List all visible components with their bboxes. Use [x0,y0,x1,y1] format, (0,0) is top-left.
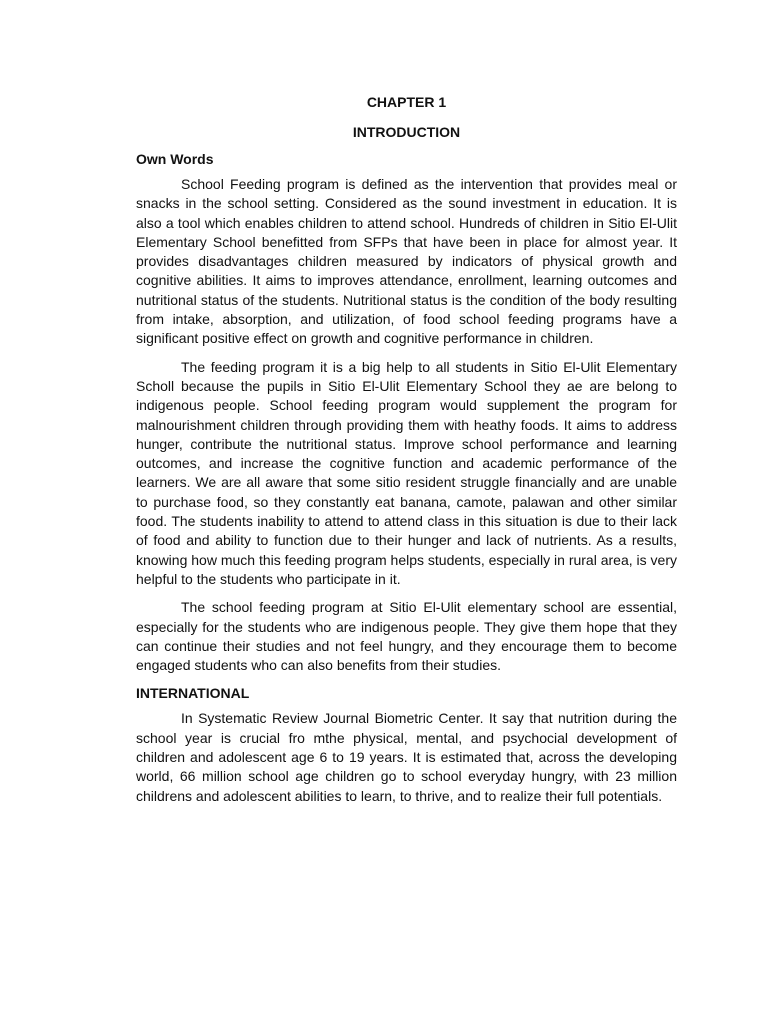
section-international [136,684,677,805]
document-page [136,92,677,815]
paragraph: The school feeding program at Sitio El-Ulit elementary school are essential, especially for the students who are indigenous people. They give them hope that they can continue their studies and not feel hungry, and they encourage them to become engaged students who can also benefits from their studies. [136,599,677,674]
section-heading: Own Words [136,151,214,167]
section-heading: INTERNATIONAL [136,685,250,702]
paragraph: The feeding program it is a big help to all students in Sitio El-Ulit Elementary Scholl because the pupils in Sitio El-Ulit Elementary School they ae are belong to indigenous people. School feeding program would supplement the program for malnourishment children through providing them with heathy foods. It aims to address hunger, contribute the nutritional status. Improve school performance and learning outcomes, and increase the cognitive function and academic performance of the learners. We are all aware that some sitio resident struggle financially and are unable to purchase food, so they constantly eat banana, camote, palawan and other similar food. The students inability to attend to attend class in this situation is due to their lack of food and ability to function due to their hunger and lack of nutrients. As a results, knowing how much this feeding program helps students, especially in rural area, is very helpful to the students who participate in it. [136,358,677,587]
chapter-title: INTRODUCTION [352,124,461,140]
paragraph: In Systematic Review Journal Biometric Center. It say that nutrition during the school year is crucial fro mthe physical, mental, and psychocial development of children and adolescent age 6 to 19 years. It is estimated that, across the developing world, 66 million school age children go to school everyday hungry, with 23 million childrens and adolescent abilities to learn, to thrive, and to realize their full potentials. [136,710,677,804]
paragraph: School Feeding program is defined as the intervention that provides meal or snacks in the school setting. Considered as the sound investment in education. It is also a tool which enables children to attend school. Hundreds of children in Sitio El-Ulit Elementary School benefitted from SFPs that have been in place for almost year. It provides disadvantages children measured by indicators of physical growth and cognitive abilities. It aims to improves attendance, enrollment, learning outcomes and nutritional status of the students. Nutritional status is the condition of the body resulting from intake, absorption, and utilization, of food school feeding programs have a significant positive effect on growth and cognitive performance in children. [136,176,677,347]
chapter-number: CHAPTER 1 [366,94,447,110]
section-own-words [136,150,677,675]
